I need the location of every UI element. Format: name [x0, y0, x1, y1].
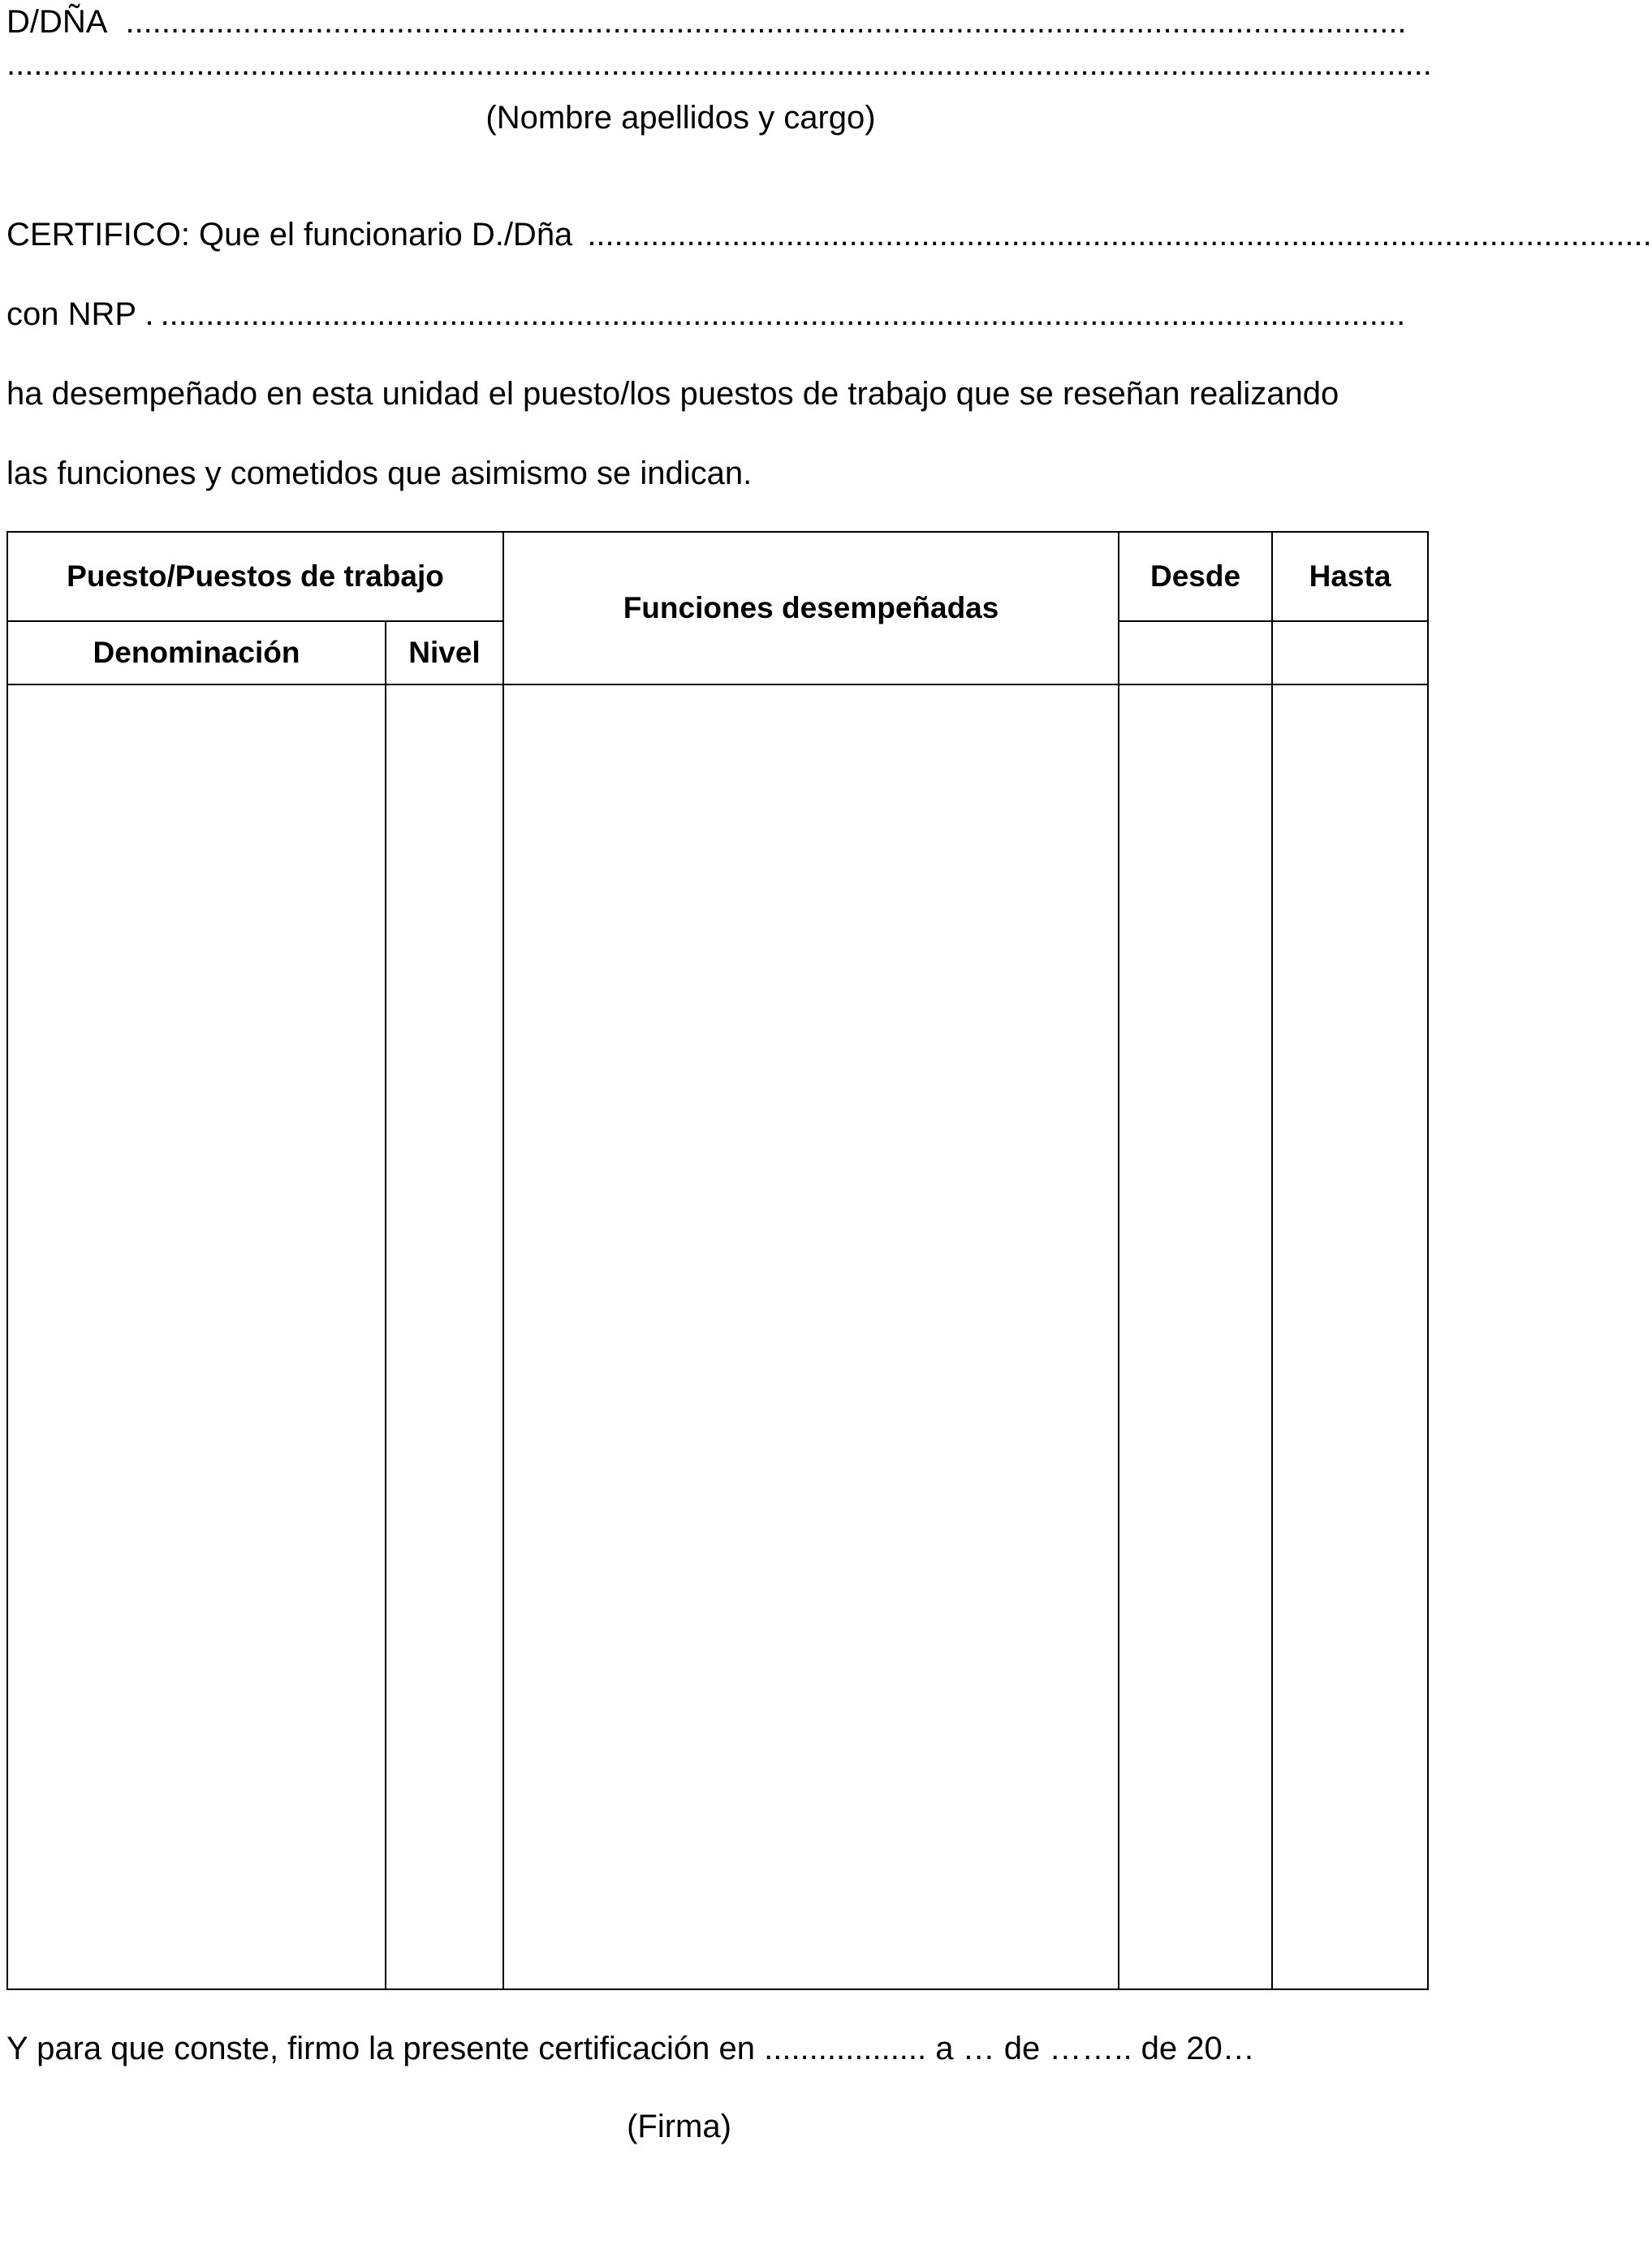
- signature-caption: (Firma): [627, 2109, 731, 2144]
- nrp-line: [6, 296, 1408, 333]
- header-denominacion: Denominación: [7, 621, 386, 684]
- nrp-dots[interactable]: ..........................................................................................................................................: [160, 296, 1406, 332]
- cell-hasta[interactable]: [1272, 684, 1428, 1989]
- positions-table: [6, 531, 1429, 1990]
- name-dots-line2[interactable]: ..............................................................................................................................................................: [6, 46, 1432, 82]
- header-funciones: Funciones desempeñadas: [503, 532, 1119, 684]
- cell-desde[interactable]: [1119, 684, 1272, 1989]
- cell-funciones[interactable]: [503, 684, 1119, 1989]
- header-hasta: Hasta: [1272, 532, 1428, 621]
- name-line: [6, 3, 1408, 41]
- cell-nivel[interactable]: [386, 684, 503, 1989]
- body-text-line1: ha desempeñado en esta unidad el puesto/los puestos de trabajo que se reseñan realizando: [6, 376, 1339, 412]
- group-header-puesto: Puesto/Puestos de trabajo: [7, 532, 503, 621]
- nrp-label: con NRP .: [6, 296, 154, 332]
- name-caption: (Nombre apellidos y cargo): [485, 100, 876, 136]
- table-row: [7, 684, 1428, 1989]
- header-hasta-empty: [1272, 621, 1428, 684]
- certifico-line: [6, 216, 1652, 253]
- name-dots[interactable]: ..............................................................................................................................................: [125, 4, 1407, 40]
- table-header-row-1: [7, 532, 1428, 621]
- certifico-dots[interactable]: ......................................................................................................................: [587, 217, 1652, 253]
- body-text-line2: las funciones y cometidos que asimismo se indican.: [6, 456, 753, 491]
- name-label: D/DÑA: [6, 4, 108, 40]
- header-desde-empty: [1119, 621, 1272, 684]
- cell-denominacion[interactable]: [7, 684, 386, 1989]
- closing-statement: Y para que conste, firmo la presente certificación en .................. a … de …….. de 20…: [6, 2031, 1255, 2066]
- header-desde: Desde: [1119, 532, 1272, 621]
- header-nivel: Nivel: [386, 621, 503, 684]
- certifico-label: CERTIFICO: Que el funcionario D./Dña: [6, 217, 573, 253]
